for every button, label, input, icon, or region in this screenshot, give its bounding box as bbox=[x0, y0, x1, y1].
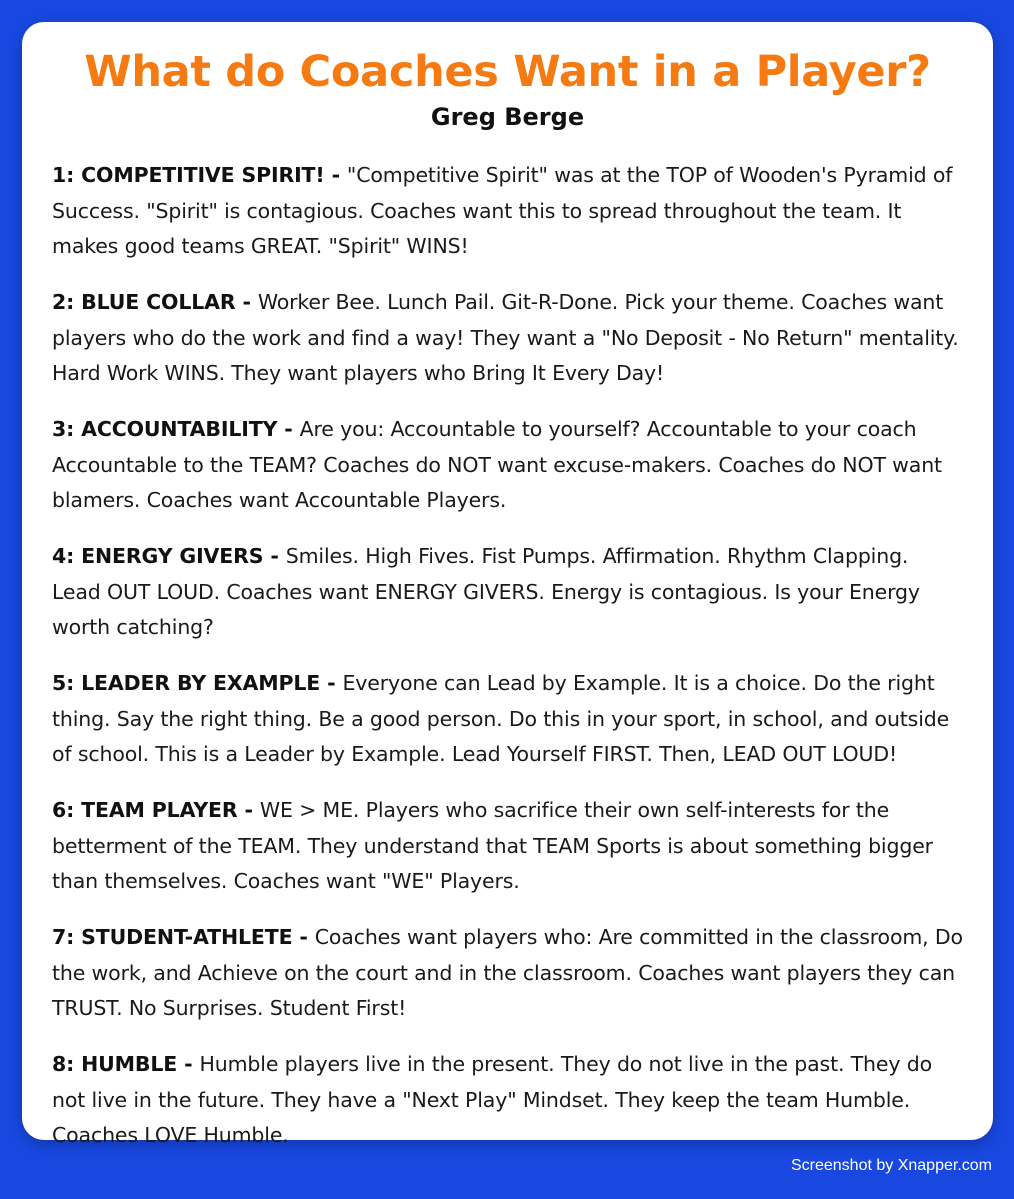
item-body: Coaches want players who: Are committed in the classroom, Do the work, and Achieve on the court and in the classroom. Coaches want players they can TRUST. No Surprises. Student First! bbox=[52, 925, 963, 1020]
item-body: "Competitive Spirit" was at the TOP of Wooden's Pyramid of Success. "Spirit" is contagious. Coaches want this to spread throughout the team. It makes good teams GREAT. "Spirit" WINS! bbox=[52, 163, 953, 258]
item-list bbox=[52, 158, 963, 1154]
list-item bbox=[52, 666, 963, 773]
item-heading: 2: BLUE COLLAR - bbox=[52, 290, 258, 314]
list-item bbox=[52, 793, 963, 900]
item-body: WE > ME. Players who sacrifice their own self-interests for the betterment of the TEAM. They understand that TEAM Sports is about something bigger than themselves. Coaches want "WE" Players. bbox=[52, 798, 933, 893]
item-heading: 8: HUMBLE - bbox=[52, 1052, 200, 1076]
content-card bbox=[22, 22, 993, 1147]
item-heading: 4: ENERGY GIVERS - bbox=[52, 544, 286, 568]
item-body: Humble players live in the present. They do not live in the past. They do not live in the future. They have a "Next Play" Mindset. They keep the team Humble. Coaches LOVE Humble. bbox=[52, 1052, 932, 1147]
item-body: Everyone can Lead by Example. It is a choice. Do the right thing. Say the right thing. Be a good person. Do this in your sport, in school, and outside of school. This is a Leader by Example. Lead Yourself FIRST. Then, LEAD OUT LOUD! bbox=[52, 671, 950, 766]
item-heading: 3: ACCOUNTABILITY - bbox=[52, 417, 300, 441]
watermark-credit: Screenshot by Xnapper.com bbox=[790, 1157, 992, 1174]
page-title: What do Coaches Want in a Player? bbox=[84, 47, 931, 97]
item-body: Smiles. High Fives. Fist Pumps. Affirmation. Rhythm Clapping. Lead OUT LOUD. Coaches want ENERGY GIVERS. Energy is contagious. Is your Energy worth catching? bbox=[52, 544, 920, 639]
item-body: Are you: Accountable to yourself? Accountable to your coach Accountable to the TEAM? Coaches do NOT want excuse-makers. Coaches do NOT want blamers. Coaches want Accountable Players. bbox=[52, 417, 942, 512]
list-item bbox=[52, 920, 963, 1027]
author-name: Greg Berge bbox=[430, 103, 585, 131]
list-item bbox=[52, 539, 963, 646]
list-item bbox=[52, 412, 963, 519]
item-heading: 6: TEAM PLAYER - bbox=[52, 798, 260, 822]
list-item bbox=[52, 158, 963, 265]
item-heading: 1: COMPETITIVE SPIRIT! - bbox=[52, 163, 347, 187]
list-item bbox=[52, 1047, 963, 1154]
item-body: Worker Bee. Lunch Pail. Git-R-Done. Pick your theme. Coaches want players who do the work and find a way! They want a "No Deposit - No Return" mentality. Hard Work WINS. They want players who Bring It Every Day! bbox=[52, 290, 959, 385]
list-item bbox=[52, 285, 963, 392]
item-heading: 5: LEADER BY EXAMPLE - bbox=[52, 671, 343, 695]
item-heading: 7: STUDENT-ATHLETE - bbox=[52, 925, 315, 949]
